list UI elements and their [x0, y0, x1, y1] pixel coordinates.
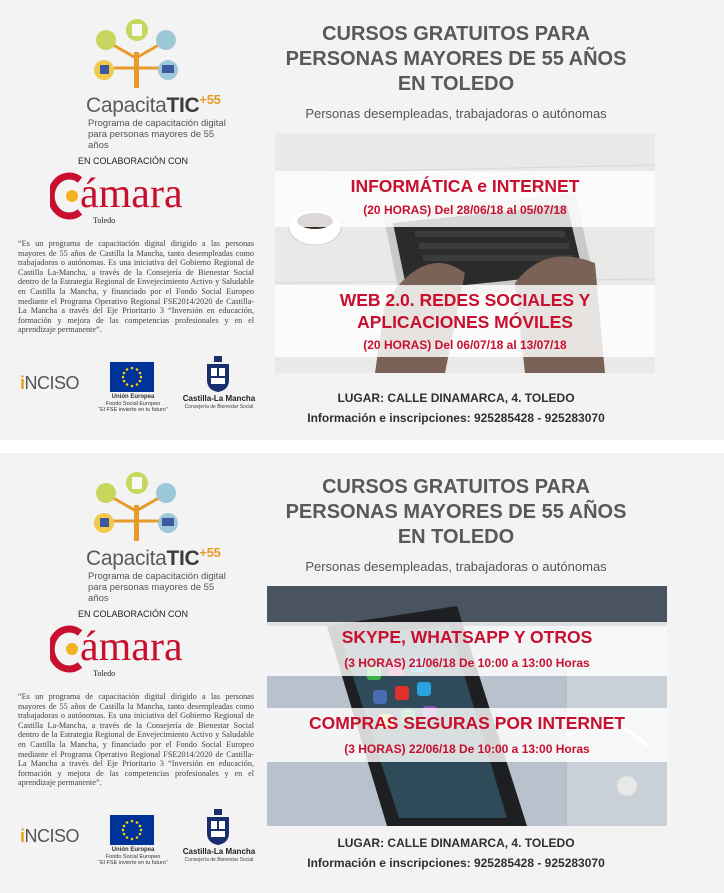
collaboration-label: EN COLABORACIÓN CON: [78, 609, 189, 619]
contact-phones: Información e inscripciones: 925285428 - 925283070: [307, 411, 605, 425]
smartphone-photo: [267, 586, 667, 826]
flyer-panel-bottom: [0, 453, 724, 893]
eu-flag-icon: [110, 815, 154, 845]
castilla-la-mancha-shield-icon: [205, 809, 231, 845]
course-title-2: COMPRAS SEGURAS POR INTERNET: [309, 713, 625, 733]
contact-phones: Información e inscripciones: 925285428 - 925283070: [307, 856, 605, 870]
clm-caption: Castilla-La Mancha Consejería de Bienestar Social: [182, 847, 256, 863]
course-title-1: SKYPE, WHATSAPP Y OTROS: [341, 627, 593, 647]
capacitatic-logo: CapacitaTIC$^{+55}$: [86, 92, 221, 117]
brand-subtitle: Programa de capacitación digital para personas mayores de 55 años: [88, 118, 226, 151]
venue-address: LUGAR: CALLE DINAMARCA, 4. TOLEDO: [337, 391, 575, 405]
course-title-2: WEB 2.0. REDES SOCIALES Y APLICACIONES MÓVILES: [339, 290, 591, 332]
camara-city: Toledo: [93, 669, 116, 678]
eu-flag-icon: [110, 362, 154, 392]
venue-address: LUGAR: CALLE DINAMARCA, 4. TOLEDO: [337, 836, 575, 850]
camara-city: Toledo: [93, 216, 116, 225]
eu-caption: Unión Europea Fondo Social Europeo “El FSE invierte en tu futuro”: [98, 847, 168, 866]
clm-caption: Castilla-La Mancha Consejería de Bienestar Social: [182, 394, 256, 410]
panel-divider: [0, 440, 724, 453]
program-description: “Es un programa de capacitación digital dirigido a las personas mayores de 55 años de Castilla la Mancha, tanto desempleadas como trabajadoras o autónomas. Es una iniciativa del Gobierno Regional de Castilla La-Mancha, a través de la Consejería de Bienestar Social dentro de la Estrategia Regional de Envejecimiento Activo y Saludable en Castilla la Mancha, y financiado por el Fondo Social Europeo mediante el Programa Operativo Regional FSE2014/2020 de Castilla-La Mancha a través del Eje Prioritario 3 “Inversión en educación, formación y mejora de las competencias profesionales y en el aprendizaje permanente”.: [18, 692, 254, 788]
audience-subtitle: Personas desempleadas, trabajadoras o autónomas: [305, 106, 607, 121]
course-title-1: INFORMÁTICA e INTERNET: [350, 176, 580, 196]
brand-subtitle: Programa de capacitación digital para personas mayores de 55 años: [88, 571, 226, 604]
capacitatic-tree-icon: [92, 471, 182, 543]
camara-logo-text: ámara: [80, 624, 183, 670]
audience-subtitle: Personas desempleadas, trabajadoras o autónomas: [305, 559, 607, 574]
inciso-logo: iNCISO: [20, 826, 80, 846]
inciso-logo: iNCISO: [20, 373, 80, 393]
capacitatic-logo: CapacitaTIC$^{+55}$: [86, 545, 221, 570]
course-dates-2: (20 HORAS) Del 06/07/18 al 13/07/18: [363, 338, 567, 352]
laptop-photo: [275, 133, 655, 373]
castilla-la-mancha-shield-icon: [205, 356, 231, 392]
course-dates-2: (3 HORAS) 22/06/18 De 10:00 a 13:00 Horas: [344, 742, 590, 756]
course-dates-1: (3 HORAS) 21/06/18 De 10:00 a 13:00 Horas: [344, 656, 590, 670]
capacitatic-tree-icon: [92, 18, 182, 90]
course-dates-1: (20 HORAS) Del 28/06/18 al 05/07/18: [363, 203, 567, 217]
flyer-heading: CURSOS GRATUITOS PARA PERSONAS MAYORES DE 55 AÑOS EN TOLEDO: [285, 476, 627, 548]
program-description: “Es un programa de capacitación digital dirigido a las personas mayores de 55 años de Castilla la Mancha, tanto desempleadas como trabajadoras o autónomas. Es una iniciativa del Gobierno Regional de Castilla La-Mancha, a través de la Consejería de Bienestar Social dentro de la Estrategia Regional de Envejecimiento Activo y Saludable en Castilla la Mancha, y financiado por el Fondo Social Europeo mediante el Programa Operativo Regional FSE2014/2020 de Castilla-La Mancha a través del Eje Prioritario 3 “Inversión en educación, formación y mejora de las competencias profesionales y en el aprendizaje permanente”.: [18, 239, 254, 335]
collaboration-label: EN COLABORACIÓN CON: [78, 156, 189, 166]
camara-logo-text: ámara: [80, 171, 183, 217]
flyer-heading: CURSOS GRATUITOS PARA PERSONAS MAYORES DE 55 AÑOS EN TOLEDO: [285, 23, 627, 95]
flyer-panel-top: [0, 0, 724, 440]
eu-caption: Unión Europea Fondo Social Europeo “El FSE invierte en tu futuro”: [98, 394, 168, 413]
